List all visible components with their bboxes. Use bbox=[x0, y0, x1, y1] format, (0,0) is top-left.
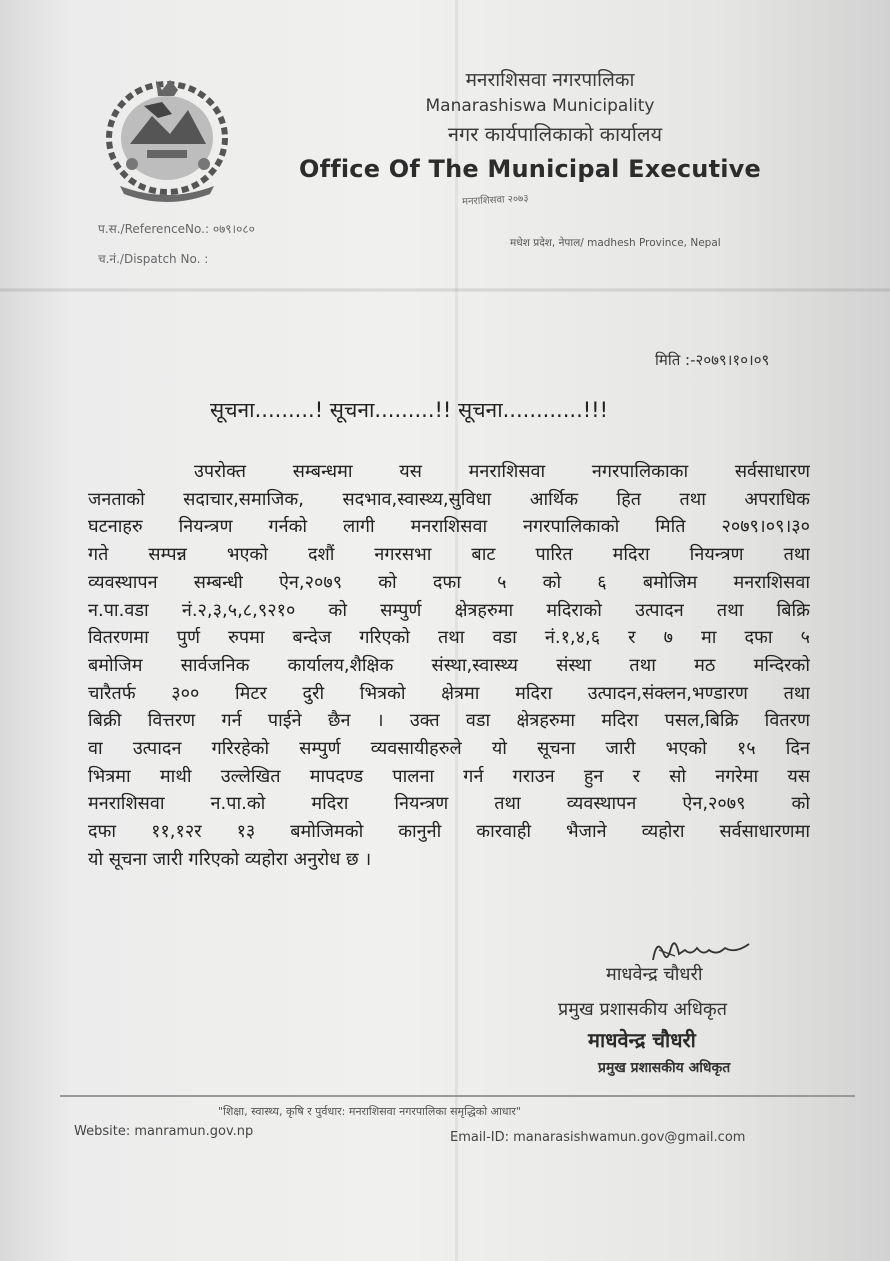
body-line: व्यवस्थापन सम्बन्धी ऐन,२०७९ को दफा ५ को ६ बमोजिम मनराशिसवा bbox=[88, 571, 810, 593]
reference-value: ०७९।०८० bbox=[212, 222, 255, 236]
title-stamp: प्रमुख प्रशासकीय अधिकृत bbox=[598, 1060, 731, 1076]
signatory-name: माधवेन्द्र चौधरी bbox=[606, 964, 703, 985]
body-line: चारैतर्फ ३०० मिटर दुरी भित्रको क्षेत्रमा मदिरा उत्पादन,संक्लन,भण्डारण तथा bbox=[88, 682, 810, 704]
body-line: वा उत्पादन गरिरहेको सम्पुर्ण व्यवसायीहरुले यो सूचना जारी भएको १५ दिन bbox=[88, 738, 810, 760]
notice-body bbox=[88, 458, 810, 874]
dispatch-label: च.नं./Dispatch No. : bbox=[98, 252, 209, 266]
paper-fold bbox=[0, 288, 890, 292]
letterhead bbox=[280, 66, 780, 183]
footer-website: Website: manramun.gov.np bbox=[74, 1124, 254, 1139]
nepal-emblem-icon bbox=[92, 66, 242, 206]
body-line: दफा ११,१२र १३ बमोजिमको कानुनी कारवाही भैजाने व्यहोरा सर्वसाधारणमा bbox=[88, 821, 810, 843]
municipality-name-en: Manarashiswa Municipality bbox=[425, 96, 655, 116]
footer-email: Email-ID: manarasishwamun.gov@gmail.com bbox=[450, 1130, 746, 1145]
body-line: गते सम्पन्न भएको दशौं नगरसभा बाट पारित मदिरा नियन्त्रण तथा bbox=[88, 544, 810, 566]
footer-motto: "शिक्षा, स्वास्थ्य, कृषि र पुर्वधार: मनराशिसवा नगरपालिका समृद्धिको आधार" bbox=[218, 1105, 521, 1118]
office-name-np: नगर कार्यपालिकाको कार्यालय bbox=[447, 122, 663, 146]
reference-label: प.स./ReferenceNo.: bbox=[98, 222, 209, 236]
body-line: भित्रमा माथी उल्लेखित मापदण्ड पालना गर्न गराउन हुन र सो नगरेमा यस bbox=[88, 765, 810, 787]
body-line: न.पा.वडा नं.२,३,५,८,९२१० को सम्पुर्ण क्षेत्रहरुमा मदिराको उत्पादन तथा बिक्रि bbox=[88, 599, 810, 621]
footer-divider bbox=[60, 1095, 855, 1097]
signatory-title: प्रमुख प्रशासकीय अधिकृत bbox=[558, 999, 727, 1020]
notice-title: सूचना.........! सूचना.........!! सूचना............!!! bbox=[210, 398, 608, 422]
body-line: यो सूचना जारी गरिएको व्यहोरा अनुरोध छ । bbox=[88, 848, 372, 870]
reference-number bbox=[98, 220, 255, 237]
body-line: घटनाहरु नियन्त्रण गर्नको लागी मनराशिसवा नगरपालिकाको मिति २०७९।०९।३० bbox=[88, 516, 810, 538]
body-line: वितरणमा पुर्ण रुपमा बन्देज गरिएको तथा वडा नं.१,४,६ र ७ मा दफा ५ bbox=[88, 627, 810, 649]
dispatch-number bbox=[98, 250, 208, 267]
round-stamp-text: मनराशिसवा २०७३ bbox=[461, 193, 529, 208]
body-line: उपरोक्त सम्बन्धमा यस मनराशिसवा नगरपालिकाका सर्वसाधारण bbox=[194, 461, 810, 482]
office-name-en: Office Of The Municipal Executive bbox=[298, 155, 762, 183]
body-line: मनराशिसवा न.पा.को मदिरा नियन्त्रण तथा व्यवस्थापन ऐन,२०७९ को bbox=[88, 793, 810, 815]
body-line: जनताको सदाचार,समाजिक, सदभाव,स्वास्थ्य,सुविधा आर्थिक हित तथा अपराधिक bbox=[88, 488, 810, 510]
body-line: बमोजिम सार्वजनिक कार्यालय,शैक्षिक संस्था,स्वास्थ्य संस्था तथा मठ मन्दिरको bbox=[88, 654, 810, 676]
body-line: बिक्री वित्तरण गर्न पाईने छैन । उक्त वडा क्षेत्रहरुमा मदिरा पसल,बिक्रि वितरण bbox=[88, 710, 810, 732]
notice-date: मिति :-२०७९।१०।०९ bbox=[655, 351, 770, 369]
municipality-name-np: मनराशिसवा नगरपालिका bbox=[465, 69, 635, 91]
name-stamp: माधवेन्द्र चौधरी bbox=[588, 1028, 696, 1052]
province-address: मधेश प्रदेश, नेपाल/ madhesh Province, Nepal bbox=[510, 237, 721, 249]
